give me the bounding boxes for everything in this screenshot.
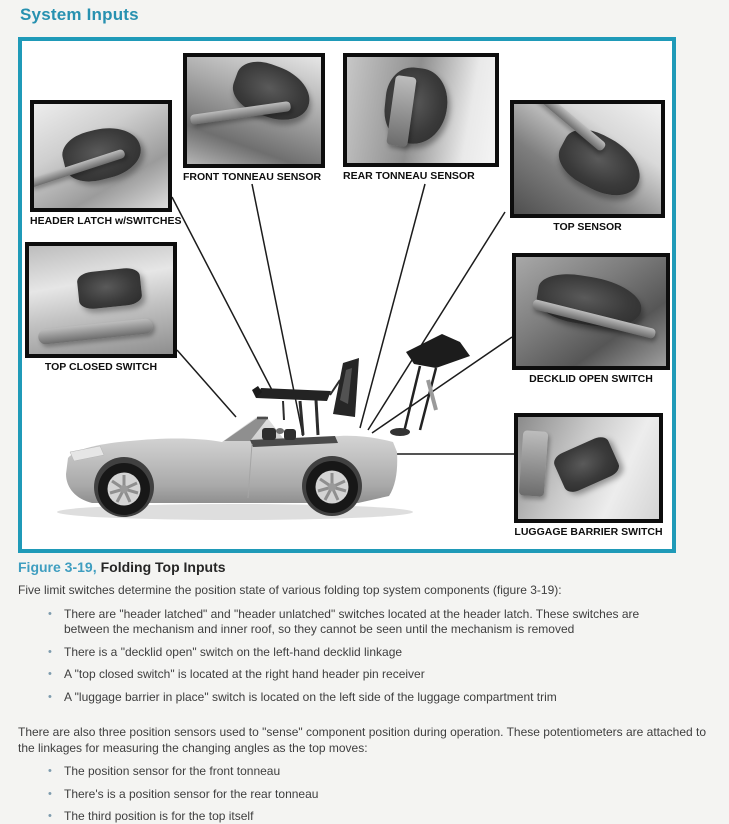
paragraph-limit-switches: Five limit switches determine the position state of various folding top system components (figure 3-19): bbox=[18, 583, 562, 597]
list-item bbox=[48, 607, 715, 645]
inset-label: TOP CLOSED SWITCH bbox=[44, 361, 158, 373]
list-item-text: A "luggage barrier in place" switch is located on the left side of the luggage compartment trim bbox=[64, 689, 557, 704]
paragraph-position-sensors: There are also three position sensors used to "sense" component position during operation. These potentiometers are attached to the linkages for measuring the changing angles as the top moves: bbox=[18, 725, 707, 755]
inset-front-tonneau bbox=[183, 53, 325, 183]
list-item-text: The position sensor for the front tonneau bbox=[64, 764, 281, 778]
figure-caption bbox=[18, 559, 226, 575]
bullet-icon: • bbox=[48, 810, 52, 822]
bullet-icon: • bbox=[48, 765, 52, 777]
bullet-icon: • bbox=[48, 690, 52, 703]
inset-label: HEADER LATCH w/SWITCHES bbox=[30, 215, 182, 227]
side-mirror bbox=[276, 428, 284, 434]
list-item bbox=[48, 809, 715, 824]
bullet-icon: • bbox=[48, 787, 52, 800]
inset-label: REAR TONNEAU SENSOR bbox=[343, 170, 475, 182]
list-item-text: A "top closed switch" is located at the right hand header pin receiver bbox=[64, 667, 425, 681]
limit-switch-list bbox=[18, 607, 715, 713]
inset-label: DECKLID OPEN SWITCH bbox=[529, 373, 653, 385]
bullet-icon: • bbox=[48, 668, 52, 680]
front-tonneau-photo bbox=[183, 53, 325, 168]
body-text bbox=[18, 583, 715, 824]
figure-caption-number: Figure 3-19, bbox=[18, 559, 97, 575]
list-item bbox=[48, 690, 715, 713]
bullet-icon: • bbox=[48, 645, 52, 658]
rear-tonneau-photo bbox=[343, 53, 499, 167]
figure-caption-title: Folding Top Inputs bbox=[100, 559, 226, 575]
list-item-text: There is a "decklid open" switch on the left-hand decklid linkage bbox=[64, 644, 403, 659]
position-sensor-list bbox=[18, 764, 715, 824]
list-item bbox=[48, 645, 715, 668]
top-closed-photo bbox=[25, 242, 177, 358]
list-item-text: There are "header latched" and "header unlatched" switches located at the header latch. These switches are between the mechanism and inner roof, so they cannot be seen until the mechanism is removed bbox=[64, 606, 640, 636]
list-item-text: The third position is for the top itself bbox=[64, 809, 254, 823]
page-title: System Inputs bbox=[20, 5, 139, 24]
inset-luggage bbox=[514, 413, 663, 538]
top-sensor-photo bbox=[510, 100, 665, 218]
inset-rear-tonneau bbox=[343, 53, 499, 182]
inset-label: FRONT TONNEAU SENSOR bbox=[183, 171, 322, 183]
front-wheel bbox=[94, 457, 154, 517]
inset-label: TOP SENSOR bbox=[553, 221, 622, 233]
list-item bbox=[48, 667, 715, 690]
seat-headrest bbox=[262, 428, 276, 440]
connector-line-header-latch bbox=[172, 197, 273, 392]
inset-decklid bbox=[512, 253, 670, 385]
inset-top-closed bbox=[25, 242, 177, 373]
inset-label: LUGGAGE BARRIER SWITCH bbox=[514, 526, 663, 538]
decklid-photo bbox=[512, 253, 670, 370]
figure-box bbox=[18, 37, 676, 553]
list-item-text: There's is a position sensor for the rear tonneau bbox=[64, 786, 319, 801]
connector-line-top-closed bbox=[177, 350, 236, 417]
luggage-photo bbox=[514, 413, 663, 523]
list-item bbox=[48, 787, 715, 810]
inset-header-latch bbox=[30, 100, 182, 227]
inset-top-sensor bbox=[510, 100, 665, 233]
bullet-icon: • bbox=[48, 607, 52, 620]
header-latch-photo bbox=[30, 100, 172, 212]
seat-headrest bbox=[284, 429, 296, 440]
list-item bbox=[48, 764, 715, 787]
rear-wheel bbox=[302, 456, 362, 516]
